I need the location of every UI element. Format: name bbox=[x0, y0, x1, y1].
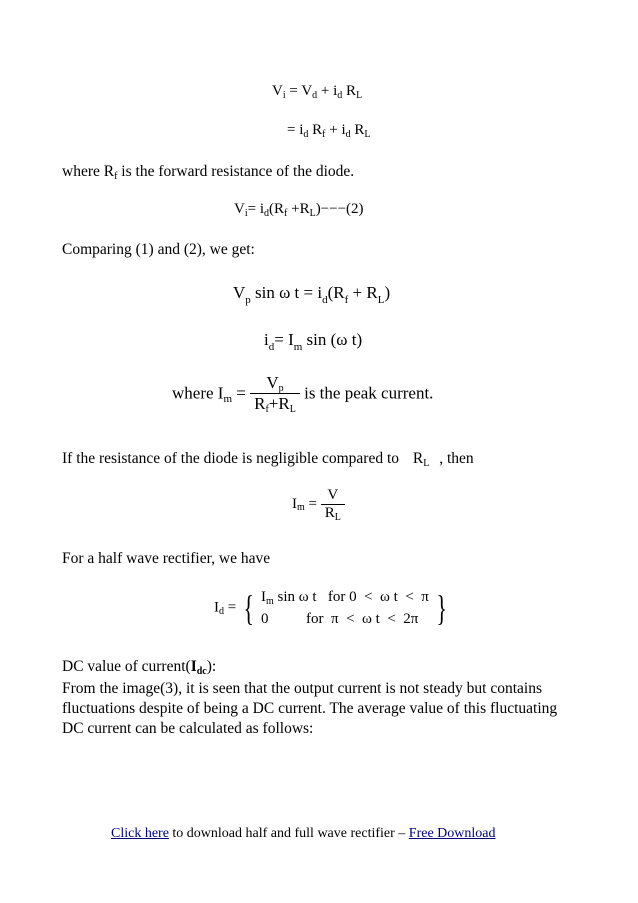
eq-text: sin (ω t) bbox=[302, 330, 363, 349]
fraction-denominator bbox=[250, 393, 300, 414]
equation-4 bbox=[264, 330, 363, 353]
para-text: ): bbox=[206, 658, 217, 675]
eq-sub: p bbox=[245, 294, 251, 306]
paragraph-dc-value bbox=[62, 657, 582, 739]
eq-text: = I bbox=[274, 330, 294, 349]
eq-text: = bbox=[304, 496, 317, 512]
eq-text: sin ω t = i bbox=[250, 283, 323, 302]
eq-text: = bbox=[232, 383, 246, 403]
dc-body-text: From the image(3), it is seen that the output current is not steady but contains fluctuations despite of being a DC current. The average value of this fluctuating DC current can be calculated as follows: bbox=[62, 680, 558, 737]
eq-text: R bbox=[254, 394, 266, 413]
eq-sub: d bbox=[345, 129, 351, 140]
footer-text: to download half and full wave rectifier – bbox=[168, 826, 409, 841]
eq-text: )−−−(2) bbox=[315, 201, 364, 217]
eq-text: sin ω t for 0 < ω t < π bbox=[273, 589, 429, 605]
eq-sub: L bbox=[309, 208, 316, 219]
equation-5-peak-current bbox=[172, 373, 433, 414]
eq-sub: m bbox=[223, 392, 233, 405]
eq-text: + R bbox=[348, 283, 378, 302]
eq-text: where I bbox=[172, 383, 224, 403]
eq-sub: f bbox=[284, 208, 288, 219]
para-sub: dc bbox=[196, 666, 207, 677]
eq-text: = i bbox=[287, 122, 304, 138]
para-sub: L bbox=[423, 458, 430, 469]
case-row-2: 0 for π < ω t < 2π bbox=[261, 611, 419, 627]
eq-sub: f bbox=[265, 404, 269, 415]
eq-sub: m bbox=[297, 502, 305, 513]
paragraph-forward-resistance bbox=[62, 163, 354, 181]
eq-sub: d bbox=[312, 90, 318, 101]
equation-line-1 bbox=[272, 83, 362, 100]
eq-sub: L bbox=[334, 512, 341, 523]
eq-text: I bbox=[292, 496, 297, 512]
para-text: where R bbox=[62, 163, 115, 180]
eq-text: = V bbox=[285, 83, 313, 99]
eq-text: R bbox=[324, 505, 335, 521]
eq-text: (R bbox=[327, 283, 345, 302]
eq-text: V bbox=[234, 201, 245, 217]
para-text: is the forward resistance of the diode. bbox=[117, 163, 355, 180]
eq-text: + i bbox=[317, 83, 338, 99]
right-brace: } bbox=[436, 588, 447, 628]
eq-text: +R bbox=[287, 201, 310, 217]
eq-sub: f bbox=[344, 294, 349, 306]
case-row-1 bbox=[261, 587, 429, 609]
eq-text: R bbox=[342, 83, 357, 99]
piecewise-cases bbox=[261, 587, 429, 629]
eq-sub: m bbox=[266, 596, 274, 607]
eq-sub: i bbox=[282, 90, 286, 101]
eq-sub: p bbox=[278, 383, 284, 394]
fraction bbox=[321, 487, 345, 522]
paragraph-negligible bbox=[62, 450, 474, 468]
equation-2 bbox=[234, 201, 364, 218]
dc-heading bbox=[62, 657, 582, 679]
eq-text: +R bbox=[268, 394, 290, 413]
fraction-denominator bbox=[321, 504, 345, 522]
eq-sub: d bbox=[322, 294, 328, 306]
eq-text: ) bbox=[384, 283, 391, 302]
eq-text: I bbox=[261, 589, 266, 605]
eq-text: is the peak current. bbox=[304, 383, 434, 403]
paragraph-half-wave: For a half wave rectifier, we have bbox=[62, 550, 271, 567]
equation-3 bbox=[233, 283, 391, 306]
para-text: If the resistance of the diode is negligible compared to bbox=[62, 450, 400, 467]
equation-line-2 bbox=[287, 122, 371, 139]
eq-text: + i bbox=[325, 122, 346, 138]
para-text: , then bbox=[439, 450, 474, 467]
eq-sub: L bbox=[377, 294, 385, 306]
eq-sub: i bbox=[244, 208, 248, 219]
equation-6 bbox=[292, 487, 345, 522]
eq-text: R bbox=[350, 122, 365, 138]
eq-sub: f bbox=[322, 129, 326, 140]
footer-download bbox=[111, 826, 495, 842]
para-text: R bbox=[412, 450, 424, 467]
fraction bbox=[250, 373, 300, 414]
eq-text: = bbox=[224, 599, 237, 616]
eq-sub: d bbox=[219, 605, 224, 617]
eq-text: = i bbox=[247, 201, 265, 217]
click-here-link[interactable]: Click here bbox=[111, 826, 169, 841]
eq-sub: d bbox=[337, 90, 343, 101]
eq-text: I bbox=[214, 599, 219, 616]
eq-sub: d bbox=[264, 208, 270, 219]
eq-text: R bbox=[308, 122, 323, 138]
equation-7-piecewise bbox=[214, 587, 450, 629]
eq-sub: L bbox=[356, 90, 363, 101]
eq-text: V bbox=[272, 83, 283, 99]
eq-sub: m bbox=[293, 341, 303, 353]
para-text: DC value of current( bbox=[62, 658, 191, 675]
fraction-numerator bbox=[250, 373, 300, 393]
eq-text: i bbox=[264, 330, 269, 349]
fraction-numerator: V bbox=[327, 487, 339, 503]
para-text: I bbox=[190, 658, 197, 675]
eq-text: V bbox=[266, 373, 279, 392]
paragraph-comparing: Comparing (1) and (2), we get: bbox=[62, 241, 255, 258]
eq-text: V bbox=[233, 283, 246, 302]
eq-text: (R bbox=[269, 201, 285, 217]
eq-sub: d bbox=[268, 341, 275, 353]
eq-sub: L bbox=[364, 129, 371, 140]
free-download-link[interactable]: Free Download bbox=[408, 826, 496, 841]
eq-sub: L bbox=[289, 404, 296, 415]
left-brace: { bbox=[243, 588, 254, 628]
para-sub: f bbox=[114, 171, 118, 182]
eq-sub: d bbox=[303, 129, 309, 140]
